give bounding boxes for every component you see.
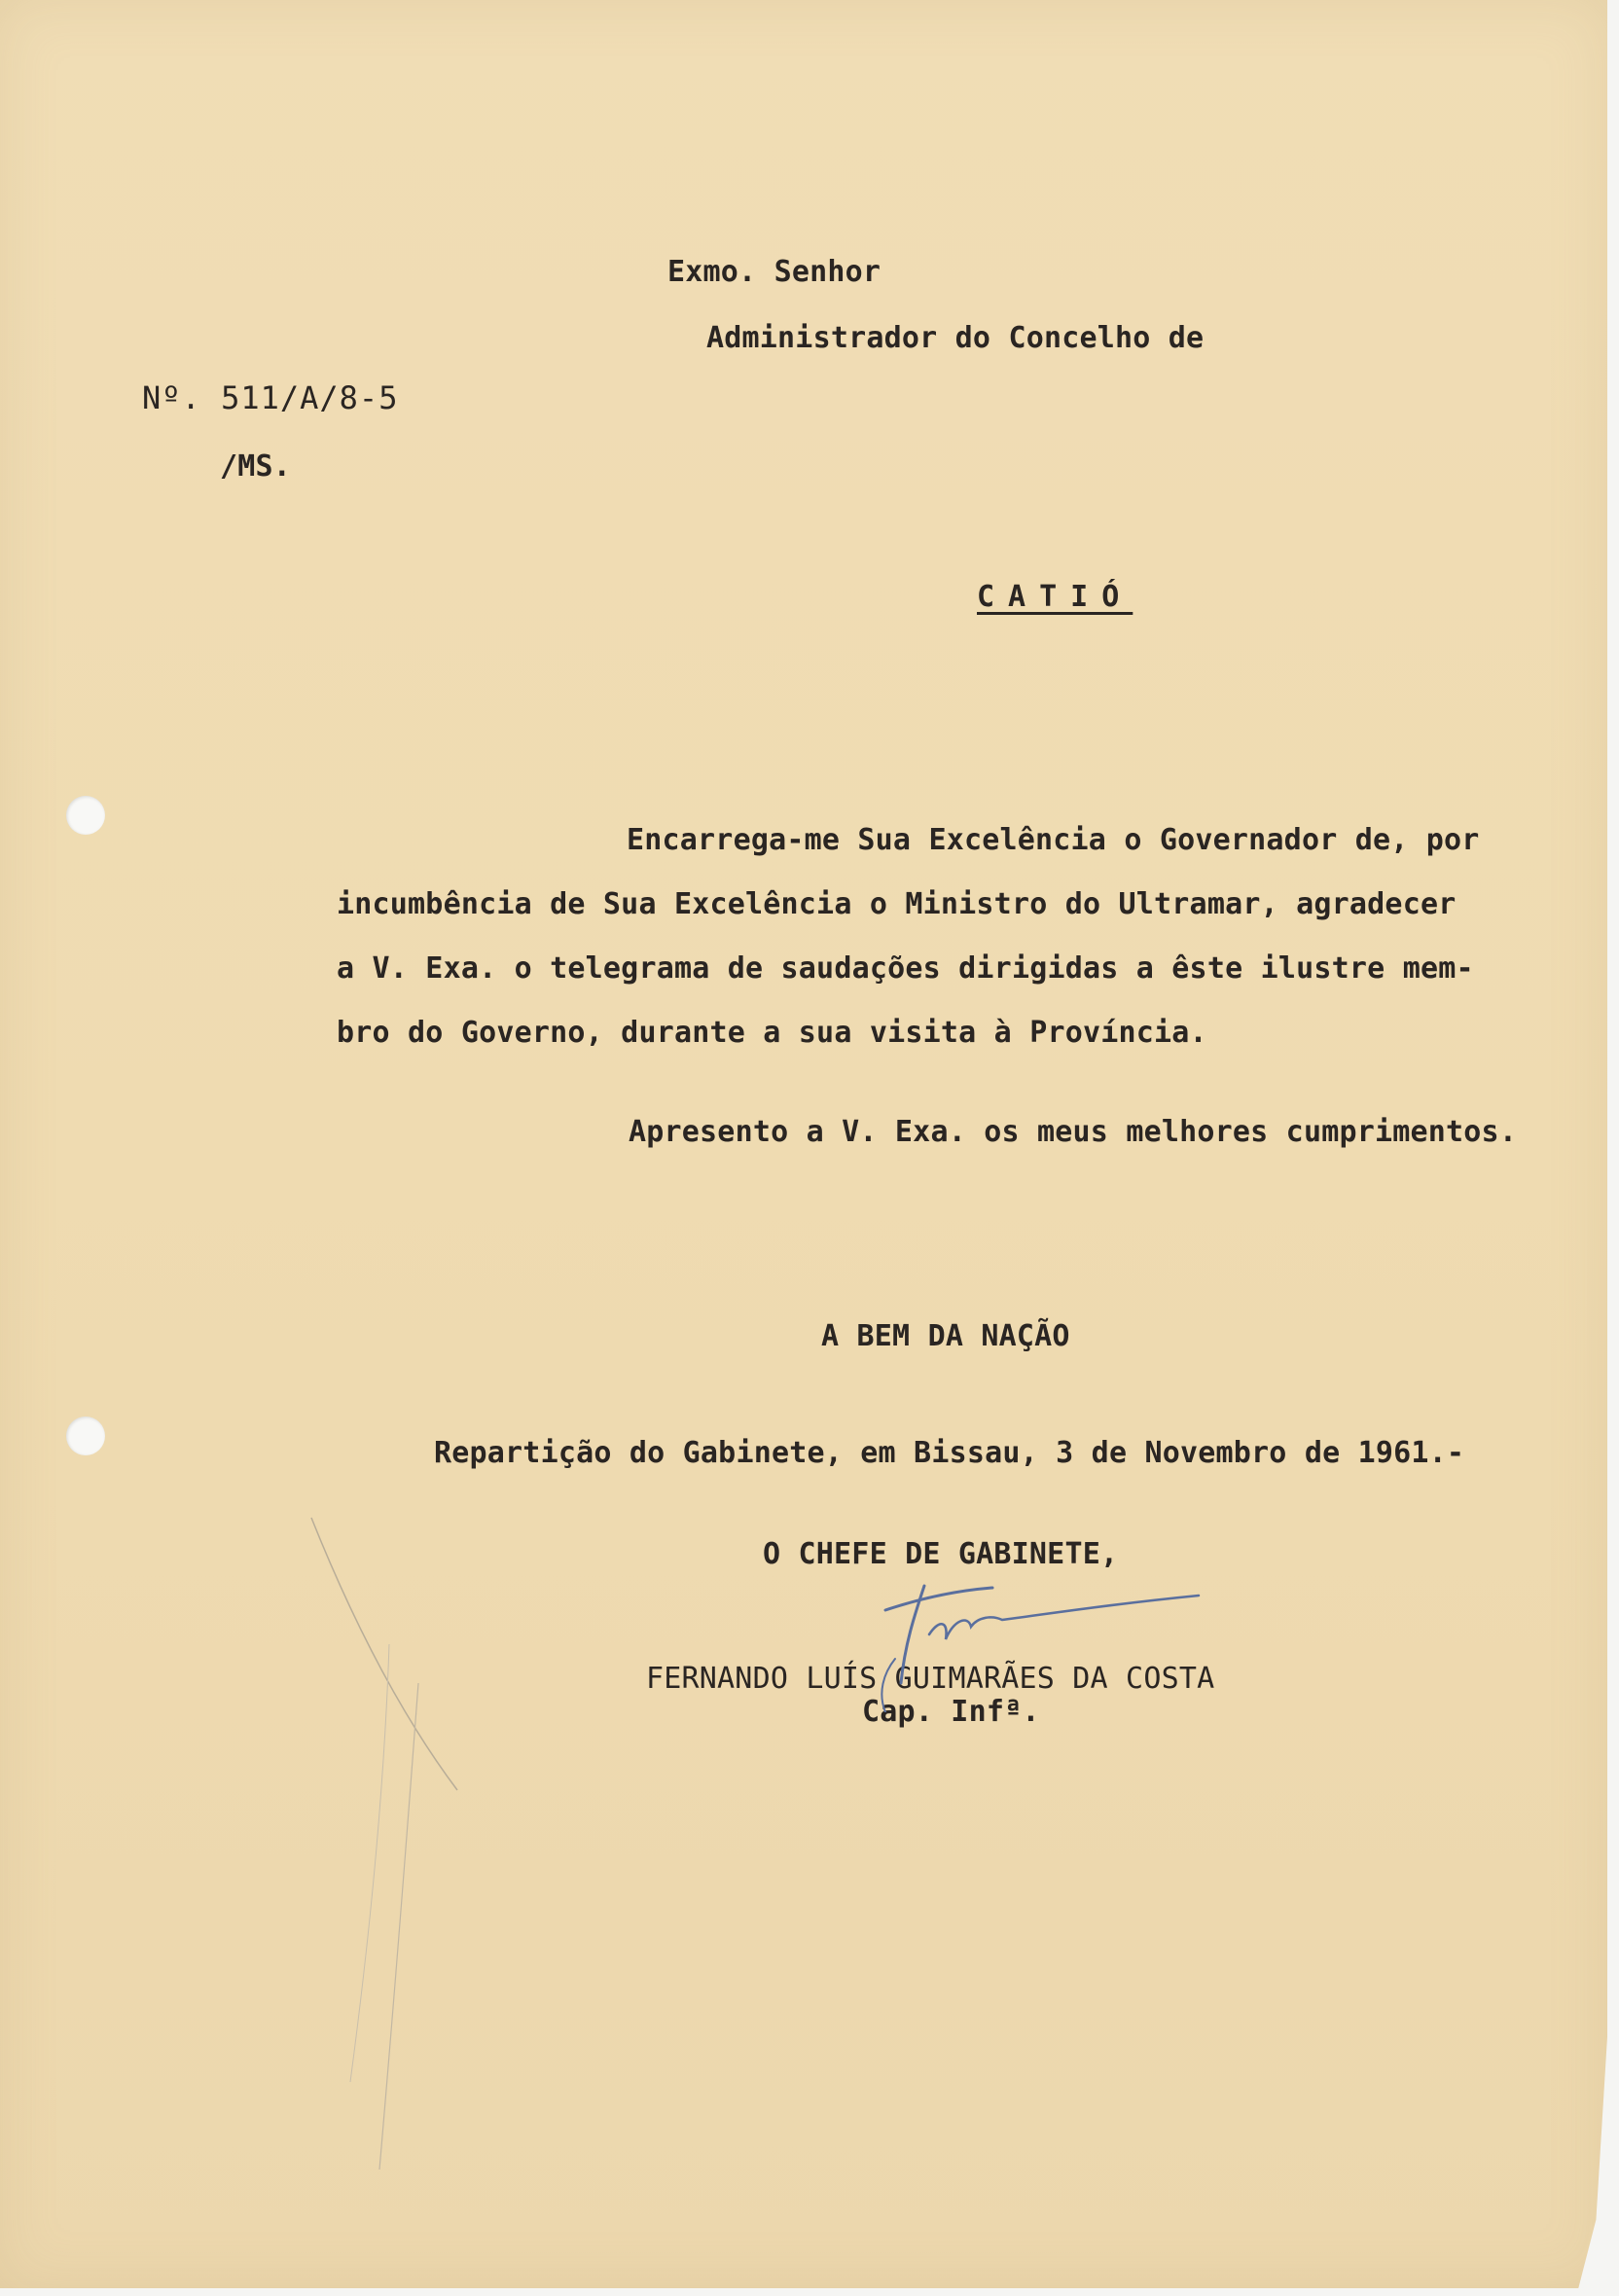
signatory-role: O CHEFE DE GABINETE,: [763, 1537, 1119, 1571]
closing-line: Apresento a V. Exa. os meus melhores cumprimentos.: [629, 1115, 1518, 1149]
body-line: Encarrega-me Sua Excelência o Governador de, por: [627, 823, 1480, 857]
reference-suffix: /MS.: [220, 449, 292, 484]
pencil-marks: [292, 1498, 467, 2179]
addressee-title: Administrador do Concelho de: [706, 321, 1205, 355]
signatory-rank: Cap. Infª.: [862, 1695, 1040, 1729]
salutation: Exmo. Senhor: [667, 255, 881, 289]
handwritten-signature: [856, 1566, 1206, 1712]
body-line: bro do Governo, durante a sua visita à Província.: [337, 1016, 1207, 1050]
body-line: a V. Exa. o telegrama de saudações dirigidas a êste ilustre mem-: [337, 951, 1474, 986]
punch-hole-bottom: [66, 1417, 105, 1455]
body-line: incumbência de Sua Excelência o Ministro do Ultramar, agradecer: [337, 887, 1457, 921]
date-line: Repartição do Gabinete, em Bissau, 3 de Novembro de 1961.-: [434, 1436, 1465, 1470]
punch-hole-top: [66, 796, 105, 835]
signatory-name: FERNANDO LUÍS GUIMARÃES DA COSTA: [646, 1662, 1215, 1696]
place-name: CATIÓ: [977, 580, 1133, 614]
reference-number: Nº. 511/A/8-5: [142, 379, 399, 416]
motto: A BEM DA NAÇÃO: [821, 1319, 1070, 1353]
